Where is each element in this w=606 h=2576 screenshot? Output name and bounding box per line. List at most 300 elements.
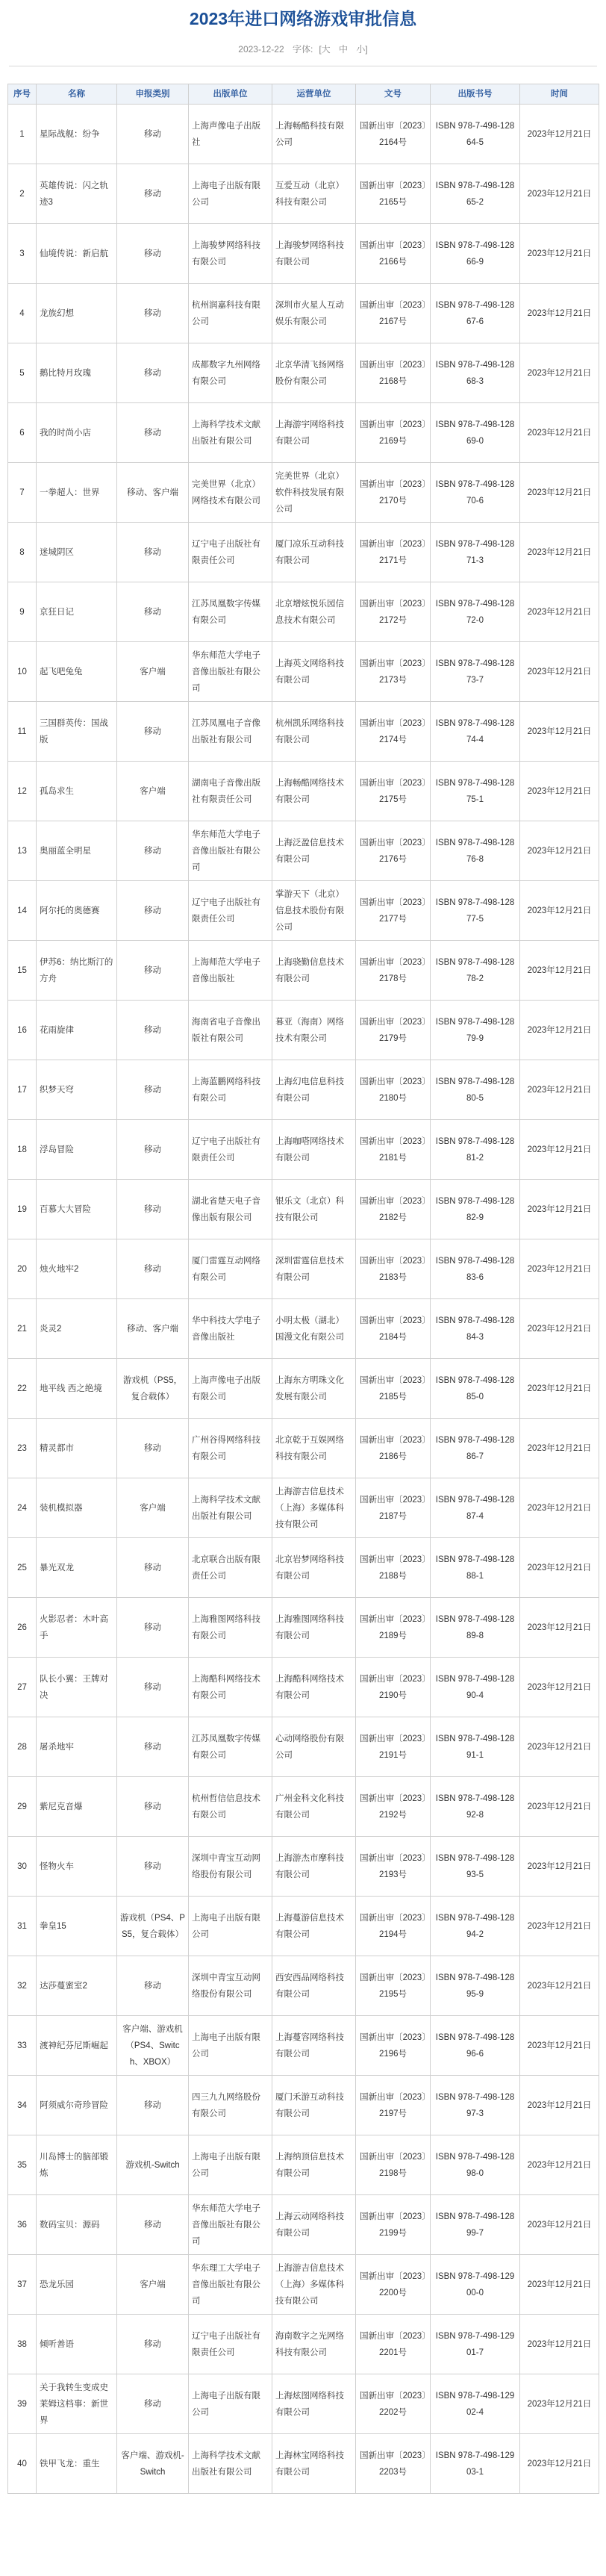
cell-isbn: ISBN 978-7-498-12867-6 xyxy=(431,284,520,343)
cell-operator: 上海畅酷网络技术有限公司 xyxy=(272,762,356,821)
table-row xyxy=(8,1001,599,1060)
cell-index: 35 xyxy=(8,2135,37,2195)
cell-publisher: 成都数字九州网络有限公司 xyxy=(189,343,272,403)
cell-index: 20 xyxy=(8,1239,37,1299)
cell-date: 2023年12月21日 xyxy=(520,403,599,463)
cell-date: 2023年12月21日 xyxy=(520,702,599,762)
cell-game-name: 一拳超人：世界 xyxy=(37,463,117,523)
cell-index: 30 xyxy=(8,1837,37,1897)
cell-approval-no: 国新出审〔2023〕2197号 xyxy=(356,2076,431,2135)
cell-index: 8 xyxy=(8,523,37,582)
cell-game-name: 织梦天穹 xyxy=(37,1060,117,1120)
cell-index: 39 xyxy=(8,2374,37,2434)
cell-operator: 上海游吉信息技术（上海）多媒体科技有限公司 xyxy=(272,1478,356,1538)
cell-isbn: ISBN 978-7-498-12885-0 xyxy=(431,1359,520,1419)
cell-publisher: 辽宁电子出版社有限责任公司 xyxy=(189,1120,272,1180)
cell-date: 2023年12月21日 xyxy=(520,2076,599,2135)
cell-approval-no: 国新出审〔2023〕2195号 xyxy=(356,1956,431,2016)
cell-operator: 北京增炫悦乐园信息技术有限公司 xyxy=(272,582,356,642)
cell-isbn: ISBN 978-7-498-12871-3 xyxy=(431,523,520,582)
table-row xyxy=(8,821,599,881)
cell-game-name: 孤岛求生 xyxy=(37,762,117,821)
table-row xyxy=(8,1120,599,1180)
table-row xyxy=(8,762,599,821)
cell-category: 移动 xyxy=(117,1717,189,1777)
cell-operator: 完美世界（北京）软件科技发展有限公司 xyxy=(272,463,356,523)
cell-approval-no: 国新出审〔2023〕2193号 xyxy=(356,1837,431,1897)
cell-index: 22 xyxy=(8,1359,37,1419)
cell-category: 移动 xyxy=(117,582,189,642)
cell-approval-no: 国新出审〔2023〕2190号 xyxy=(356,1658,431,1717)
cell-approval-no: 国新出审〔2023〕2203号 xyxy=(356,2434,431,2494)
cell-date: 2023年12月21日 xyxy=(520,2315,599,2374)
cell-operator: 厦门凉乐互动科技有限公司 xyxy=(272,523,356,582)
cell-index: 33 xyxy=(8,2016,37,2076)
table-row xyxy=(8,1180,599,1239)
cell-category: 移动 xyxy=(117,1658,189,1717)
cell-isbn: ISBN 978-7-498-12900-0 xyxy=(431,2255,520,2315)
cell-date: 2023年12月21日 xyxy=(520,2374,599,2434)
cell-index: 28 xyxy=(8,1717,37,1777)
cell-publisher: 上海蓝鹏网络科技有限公司 xyxy=(189,1060,272,1120)
col-header-isbn: 出版书号 xyxy=(431,84,520,105)
cell-isbn: ISBN 978-7-498-12886-7 xyxy=(431,1419,520,1478)
table-row xyxy=(8,1956,599,2016)
cell-isbn: ISBN 978-7-498-12897-3 xyxy=(431,2076,520,2135)
table-row xyxy=(8,2374,599,2434)
cell-publisher: 辽宁电子出版社有限责任公司 xyxy=(189,523,272,582)
cell-game-name: 拳皇15 xyxy=(37,1897,117,1956)
cell-approval-no: 国新出审〔2023〕2178号 xyxy=(356,941,431,1001)
cell-category: 移动 xyxy=(117,1180,189,1239)
cell-operator: 上海骁勤信息技术有限公司 xyxy=(272,941,356,1001)
cell-publisher: 湖北省楚天电子音像出版有限公司 xyxy=(189,1180,272,1239)
cell-category: 移动 xyxy=(117,821,189,881)
cell-game-name: 怪物火车 xyxy=(37,1837,117,1897)
cell-publisher: 上海酷科网络技术有限公司 xyxy=(189,1658,272,1717)
table-row xyxy=(8,164,599,224)
cell-date: 2023年12月21日 xyxy=(520,2016,599,2076)
cell-category: 移动 xyxy=(117,1419,189,1478)
cell-date: 2023年12月21日 xyxy=(520,1658,599,1717)
cell-approval-no: 国新出审〔2023〕2172号 xyxy=(356,582,431,642)
cell-operator: 互爱互动（北京）科技有限公司 xyxy=(272,164,356,224)
cell-index: 9 xyxy=(8,582,37,642)
table-row xyxy=(8,1239,599,1299)
table-row xyxy=(8,941,599,1001)
cell-index: 29 xyxy=(8,1777,37,1837)
cell-index: 40 xyxy=(8,2434,37,2494)
cell-publisher: 华东师范大学电子音像出版社有限公司 xyxy=(189,2195,272,2255)
cell-operator: 银乐文（北京）科技有限公司 xyxy=(272,1180,356,1239)
cell-approval-no: 国新出审〔2023〕2181号 xyxy=(356,1120,431,1180)
cell-operator: 深圳市火星人互动娱乐有限公司 xyxy=(272,284,356,343)
table-row xyxy=(8,1299,599,1359)
table-row xyxy=(8,582,599,642)
cell-publisher: 江苏凤凰数字传媒有限公司 xyxy=(189,582,272,642)
cell-game-name: 百慕大大冒险 xyxy=(37,1180,117,1239)
cell-date: 2023年12月21日 xyxy=(520,1598,599,1658)
cell-isbn: ISBN 978-7-498-12903-1 xyxy=(431,2434,520,2494)
cell-isbn: ISBN 978-7-498-12874-4 xyxy=(431,702,520,762)
cell-date: 2023年12月21日 xyxy=(520,881,599,941)
cell-isbn: ISBN 978-7-498-12877-5 xyxy=(431,881,520,941)
cell-isbn: ISBN 978-7-498-12901-7 xyxy=(431,2315,520,2374)
cell-index: 37 xyxy=(8,2255,37,2315)
cell-publisher: 杭州哲信信息技术有限公司 xyxy=(189,1777,272,1837)
cell-game-name: 紫尼克音爆 xyxy=(37,1777,117,1837)
cell-category: 游戏机-Switch xyxy=(117,2135,189,2195)
cell-operator: 深圳雷霆信息技术有限公司 xyxy=(272,1239,356,1299)
cell-date: 2023年12月21日 xyxy=(520,1777,599,1837)
cell-isbn: ISBN 978-7-498-12879-9 xyxy=(431,1001,520,1060)
table-row xyxy=(8,881,599,941)
cell-publisher: 华东理工大学电子音像出版社有限公司 xyxy=(189,2255,272,2315)
cell-date: 2023年12月21日 xyxy=(520,1359,599,1419)
cell-approval-no: 国新出审〔2023〕2179号 xyxy=(356,1001,431,1060)
cell-index: 13 xyxy=(8,821,37,881)
cell-date: 2023年12月21日 xyxy=(520,1956,599,2016)
cell-approval-no: 国新出审〔2023〕2187号 xyxy=(356,1478,431,1538)
col-header-name: 名称 xyxy=(37,84,117,105)
cell-operator: 广州金科文化科技有限公司 xyxy=(272,1777,356,1837)
cell-isbn: ISBN 978-7-498-12869-0 xyxy=(431,403,520,463)
cell-category: 移动 xyxy=(117,1001,189,1060)
table-row xyxy=(8,1897,599,1956)
cell-operator: 海南数字之光网络科技有限公司 xyxy=(272,2315,356,2374)
cell-operator: 上海林宝网络科技有限公司 xyxy=(272,2434,356,2494)
cell-publisher: 江苏凤凰电子音像出版社有限公司 xyxy=(189,702,272,762)
cell-isbn: ISBN 978-7-498-12893-5 xyxy=(431,1837,520,1897)
cell-approval-no: 国新出审〔2023〕2189号 xyxy=(356,1598,431,1658)
cell-isbn: ISBN 978-7-498-12870-6 xyxy=(431,463,520,523)
cell-category: 移动 xyxy=(117,1538,189,1598)
cell-isbn: ISBN 978-7-498-12868-3 xyxy=(431,343,520,403)
cell-approval-no: 国新出审〔2023〕2186号 xyxy=(356,1419,431,1478)
cell-category: 移动 xyxy=(117,2374,189,2434)
cell-publisher: 完美世界（北京）网络技术有限公司 xyxy=(189,463,272,523)
cell-date: 2023年12月21日 xyxy=(520,2135,599,2195)
cell-operator: 上海英文网络科技有限公司 xyxy=(272,642,356,702)
cell-approval-no: 国新出审〔2023〕2174号 xyxy=(356,702,431,762)
cell-date: 2023年12月21日 xyxy=(520,1120,599,1180)
cell-publisher: 上海雅图网络科技有限公司 xyxy=(189,1598,272,1658)
cell-category: 移动 xyxy=(117,1777,189,1837)
cell-approval-no: 国新出审〔2023〕2176号 xyxy=(356,821,431,881)
cell-category: 移动 xyxy=(117,1120,189,1180)
cell-index: 24 xyxy=(8,1478,37,1538)
table-row xyxy=(8,1419,599,1478)
cell-game-name: 队长小翼：王牌对决 xyxy=(37,1658,117,1717)
cell-game-name: 数码宝贝：源码 xyxy=(37,2195,117,2255)
cell-game-name: 暴光双龙 xyxy=(37,1538,117,1598)
table-row xyxy=(8,105,599,164)
cell-publisher: 厦门雷霆互动网络有限公司 xyxy=(189,1239,272,1299)
cell-category: 移动 xyxy=(117,2195,189,2255)
table-row xyxy=(8,2255,599,2315)
cell-index: 26 xyxy=(8,1598,37,1658)
cell-date: 2023年12月21日 xyxy=(520,1299,599,1359)
cell-operator: 上海咖嗒网络技术有限公司 xyxy=(272,1120,356,1180)
cell-game-name: 精灵都市 xyxy=(37,1419,117,1478)
table-row xyxy=(8,2135,599,2195)
cell-index: 19 xyxy=(8,1180,37,1239)
col-header-approval-no: 文号 xyxy=(356,84,431,105)
cell-publisher: 海南省电子音像出版社有限公司 xyxy=(189,1001,272,1060)
cell-operator: 暮亚（海南）网络技术有限公司 xyxy=(272,1001,356,1060)
table-row xyxy=(8,1060,599,1120)
cell-approval-no: 国新出审〔2023〕2177号 xyxy=(356,881,431,941)
cell-index: 5 xyxy=(8,343,37,403)
cell-operator: 杭州凯乐网络科技有限公司 xyxy=(272,702,356,762)
table-body xyxy=(8,105,599,2494)
table-row xyxy=(8,1717,599,1777)
cell-isbn: ISBN 978-7-498-12881-2 xyxy=(431,1120,520,1180)
cell-date: 2023年12月21日 xyxy=(520,1897,599,1956)
cell-category: 移动 xyxy=(117,1956,189,2016)
cell-date: 2023年12月21日 xyxy=(520,1717,599,1777)
cell-index: 1 xyxy=(8,105,37,164)
cell-category: 移动 xyxy=(117,224,189,284)
cell-date: 2023年12月21日 xyxy=(520,224,599,284)
publish-date: 2023-12-22 xyxy=(238,44,284,55)
table-row xyxy=(8,284,599,343)
cell-approval-no: 国新出审〔2023〕2184号 xyxy=(356,1299,431,1359)
cell-game-name: 铁甲飞龙：重生 xyxy=(37,2434,117,2494)
cell-publisher: 辽宁电子出版社有限责任公司 xyxy=(189,881,272,941)
cell-date: 2023年12月21日 xyxy=(520,1478,599,1538)
cell-operator: 上海云动网络科技有限公司 xyxy=(272,2195,356,2255)
cell-approval-no: 国新出审〔2023〕2202号 xyxy=(356,2374,431,2434)
cell-game-name: 奥丽蓝全明星 xyxy=(37,821,117,881)
cell-index: 3 xyxy=(8,224,37,284)
cell-publisher: 广州谷得网络科技有限公司 xyxy=(189,1419,272,1478)
table-row xyxy=(8,2315,599,2374)
cell-category: 客户端 xyxy=(117,762,189,821)
cell-publisher: 上海科学技术文献出版社有限公司 xyxy=(189,1478,272,1538)
cell-game-name: 渡神纪芬尼斯崛起 xyxy=(37,2016,117,2076)
cell-isbn: ISBN 978-7-498-12892-8 xyxy=(431,1777,520,1837)
cell-approval-no: 国新出审〔2023〕2191号 xyxy=(356,1717,431,1777)
cell-operator: 北京乾于互娱网络科技有限公司 xyxy=(272,1419,356,1478)
cell-index: 23 xyxy=(8,1419,37,1478)
font-size-label: 字体: xyxy=(293,44,313,55)
table-row xyxy=(8,1478,599,1538)
cell-isbn: ISBN 978-7-498-12890-4 xyxy=(431,1658,520,1717)
cell-game-name: 花雨旋律 xyxy=(37,1001,117,1060)
col-header-operator: 运营单位 xyxy=(272,84,356,105)
cell-isbn: ISBN 978-7-498-12882-9 xyxy=(431,1180,520,1239)
cell-publisher: 上海电子出版有限公司 xyxy=(189,2016,272,2076)
cell-date: 2023年12月21日 xyxy=(520,1837,599,1897)
cell-isbn: ISBN 978-7-498-12876-8 xyxy=(431,821,520,881)
cell-game-name: 龙族幻想 xyxy=(37,284,117,343)
cell-game-name: 炎灵2 xyxy=(37,1299,117,1359)
cell-index: 17 xyxy=(8,1060,37,1120)
cell-publisher: 华中科技大学电子音像出版社 xyxy=(189,1299,272,1359)
cell-date: 2023年12月21日 xyxy=(520,762,599,821)
cell-category: 移动、客户端 xyxy=(117,463,189,523)
cell-isbn: ISBN 978-7-498-12888-1 xyxy=(431,1538,520,1598)
font-size-medium[interactable]: 中 xyxy=(339,44,349,55)
cell-isbn: ISBN 978-7-498-12873-7 xyxy=(431,642,520,702)
table-row xyxy=(8,463,599,523)
cell-publisher: 上海师范大学电子音像出版社 xyxy=(189,941,272,1001)
cell-publisher: 上海声像电子出版社 xyxy=(189,105,272,164)
cell-approval-no: 国新出审〔2023〕2201号 xyxy=(356,2315,431,2374)
cell-game-name: 烛火地牢2 xyxy=(37,1239,117,1299)
cell-date: 2023年12月21日 xyxy=(520,2195,599,2255)
cell-category: 移动 xyxy=(117,2076,189,2135)
table-row xyxy=(8,2016,599,2076)
cell-game-name: 仙境传说：新启航 xyxy=(37,224,117,284)
cell-game-name: 屠杀地牢 xyxy=(37,1717,117,1777)
cell-publisher: 上海骏梦网络科技有限公司 xyxy=(189,224,272,284)
cell-approval-no: 国新出审〔2023〕2169号 xyxy=(356,403,431,463)
cell-publisher: 上海科学技术文献出版社有限公司 xyxy=(189,403,272,463)
cell-isbn: ISBN 978-7-498-12875-1 xyxy=(431,762,520,821)
cell-isbn: ISBN 978-7-498-12896-6 xyxy=(431,2016,520,2076)
cell-index: 18 xyxy=(8,1120,37,1180)
cell-game-name: 达莎蔓蜜室2 xyxy=(37,1956,117,2016)
cell-date: 2023年12月21日 xyxy=(520,582,599,642)
cell-game-name: 阿尔托的奥德赛 xyxy=(37,881,117,941)
cell-category: 客户端 xyxy=(117,642,189,702)
cell-date: 2023年12月21日 xyxy=(520,284,599,343)
cell-publisher: 华东师范大学电子音像出版社有限公司 xyxy=(189,642,272,702)
cell-publisher: 杭州润嘉科技有限公司 xyxy=(189,284,272,343)
cell-index: 4 xyxy=(8,284,37,343)
cell-game-name: 星际战舰：纷争 xyxy=(37,105,117,164)
cell-publisher: 深圳中青宝互动网络股份有限公司 xyxy=(189,1956,272,2016)
cell-index: 16 xyxy=(8,1001,37,1060)
cell-approval-no: 国新出审〔2023〕2175号 xyxy=(356,762,431,821)
cell-category: 移动 xyxy=(117,1598,189,1658)
cell-approval-no: 国新出审〔2023〕2168号 xyxy=(356,343,431,403)
cell-index: 15 xyxy=(8,941,37,1001)
table-row xyxy=(8,1837,599,1897)
table-row xyxy=(8,1658,599,1717)
cell-date: 2023年12月21日 xyxy=(520,1060,599,1120)
cell-publisher: 深圳中青宝互动网络股份有限公司 xyxy=(189,1837,272,1897)
cell-index: 14 xyxy=(8,881,37,941)
cell-approval-no: 国新出审〔2023〕2165号 xyxy=(356,164,431,224)
table-row xyxy=(8,1598,599,1658)
cell-game-name: 阿须威尔奇珍冒险 xyxy=(37,2076,117,2135)
cell-category: 移动 xyxy=(117,523,189,582)
cell-operator: 西安西品网络科技有限公司 xyxy=(272,1956,356,2016)
cell-approval-no: 国新出审〔2023〕2171号 xyxy=(356,523,431,582)
cell-operator: 上海游吉信息技术（上海）多媒体科技有限公司 xyxy=(272,2255,356,2315)
table-row xyxy=(8,403,599,463)
font-size-small[interactable]: 小] xyxy=(356,44,368,55)
cell-approval-no: 国新出审〔2023〕2192号 xyxy=(356,1777,431,1837)
cell-date: 2023年12月21日 xyxy=(520,1180,599,1239)
cell-isbn: ISBN 978-7-498-12865-2 xyxy=(431,164,520,224)
cell-approval-no: 国新出审〔2023〕2166号 xyxy=(356,224,431,284)
cell-game-name: 恐龙乐园 xyxy=(37,2255,117,2315)
cell-date: 2023年12月21日 xyxy=(520,642,599,702)
cell-category: 移动 xyxy=(117,284,189,343)
cell-game-name: 我的时尚小店 xyxy=(37,403,117,463)
table-row xyxy=(8,2076,599,2135)
cell-category: 移动 xyxy=(117,1239,189,1299)
cell-game-name: 关于我转生变成史莱姆这档事：新世界 xyxy=(37,2374,117,2434)
cell-category: 移动 xyxy=(117,1060,189,1120)
cell-operator: 厦门禾游互动科技有限公司 xyxy=(272,2076,356,2135)
cell-index: 25 xyxy=(8,1538,37,1598)
cell-operator: 上海游宇网络科技有限公司 xyxy=(272,403,356,463)
cell-approval-no: 国新出审〔2023〕2182号 xyxy=(356,1180,431,1239)
cell-approval-no: 国新出审〔2023〕2164号 xyxy=(356,105,431,164)
cell-date: 2023年12月21日 xyxy=(520,1239,599,1299)
cell-approval-no: 国新出审〔2023〕2170号 xyxy=(356,463,431,523)
font-size-large[interactable]: [大 xyxy=(319,44,331,55)
cell-isbn: ISBN 978-7-498-12878-2 xyxy=(431,941,520,1001)
cell-category: 移动 xyxy=(117,343,189,403)
cell-approval-no: 国新出审〔2023〕2173号 xyxy=(356,642,431,702)
cell-game-name: 川岛博士的脑部锻炼 xyxy=(37,2135,117,2195)
cell-date: 2023年12月21日 xyxy=(520,2434,599,2494)
col-header-date: 时间 xyxy=(520,84,599,105)
cell-publisher: 上海电子出版有限公司 xyxy=(189,1897,272,1956)
cell-operator: 上海游杰市摩科技有限公司 xyxy=(272,1837,356,1897)
cell-publisher: 上海电子出版有限公司 xyxy=(189,2135,272,2195)
cell-index: 6 xyxy=(8,403,37,463)
cell-index: 31 xyxy=(8,1897,37,1956)
table-row xyxy=(8,642,599,702)
cell-approval-no: 国新出审〔2023〕2188号 xyxy=(356,1538,431,1598)
cell-date: 2023年12月21日 xyxy=(520,1001,599,1060)
cell-isbn: ISBN 978-7-498-12887-4 xyxy=(431,1478,520,1538)
cell-operator: 上海幻电信息科技有限公司 xyxy=(272,1060,356,1120)
col-header-index: 序号 xyxy=(8,84,37,105)
cell-publisher: 湖南电子音像出版社有限责任公司 xyxy=(189,762,272,821)
cell-index: 11 xyxy=(8,702,37,762)
cell-category: 移动 xyxy=(117,702,189,762)
cell-index: 38 xyxy=(8,2315,37,2374)
table-row xyxy=(8,1777,599,1837)
cell-game-name: 浮岛冒险 xyxy=(37,1120,117,1180)
table-header-row xyxy=(8,84,599,105)
cell-game-name: 起飞吧兔兔 xyxy=(37,642,117,702)
cell-index: 21 xyxy=(8,1299,37,1359)
cell-operator: 上海纳顶信息技术有限公司 xyxy=(272,2135,356,2195)
cell-approval-no: 国新出审〔2023〕2183号 xyxy=(356,1239,431,1299)
cell-date: 2023年12月21日 xyxy=(520,1538,599,1598)
cell-operator: 北京岩梦网络科技有限公司 xyxy=(272,1538,356,1598)
cell-game-name: 倾听善语 xyxy=(37,2315,117,2374)
cell-index: 10 xyxy=(8,642,37,702)
cell-game-name: 鹅比特月玫瑰 xyxy=(37,343,117,403)
cell-approval-no: 国新出审〔2023〕2199号 xyxy=(356,2195,431,2255)
cell-publisher: 上海电子出版有限公司 xyxy=(189,2374,272,2434)
cell-operator: 上海蔓容网络科技有限公司 xyxy=(272,2016,356,2076)
cell-date: 2023年12月21日 xyxy=(520,105,599,164)
cell-isbn: ISBN 978-7-498-12902-4 xyxy=(431,2374,520,2434)
cell-operator: 北京华清飞扬网络股份有限公司 xyxy=(272,343,356,403)
cell-isbn: ISBN 978-7-498-12894-2 xyxy=(431,1897,520,1956)
article-meta xyxy=(0,40,606,58)
cell-publisher: 江苏凤凰数字传媒有限公司 xyxy=(189,1717,272,1777)
col-header-publisher: 出版单位 xyxy=(189,84,272,105)
table-row xyxy=(8,702,599,762)
cell-index: 7 xyxy=(8,463,37,523)
cell-isbn: ISBN 978-7-498-12899-7 xyxy=(431,2195,520,2255)
cell-isbn: ISBN 978-7-498-12866-9 xyxy=(431,224,520,284)
cell-approval-no: 国新出审〔2023〕2180号 xyxy=(356,1060,431,1120)
cell-publisher: 辽宁电子出版社有限责任公司 xyxy=(189,2315,272,2374)
